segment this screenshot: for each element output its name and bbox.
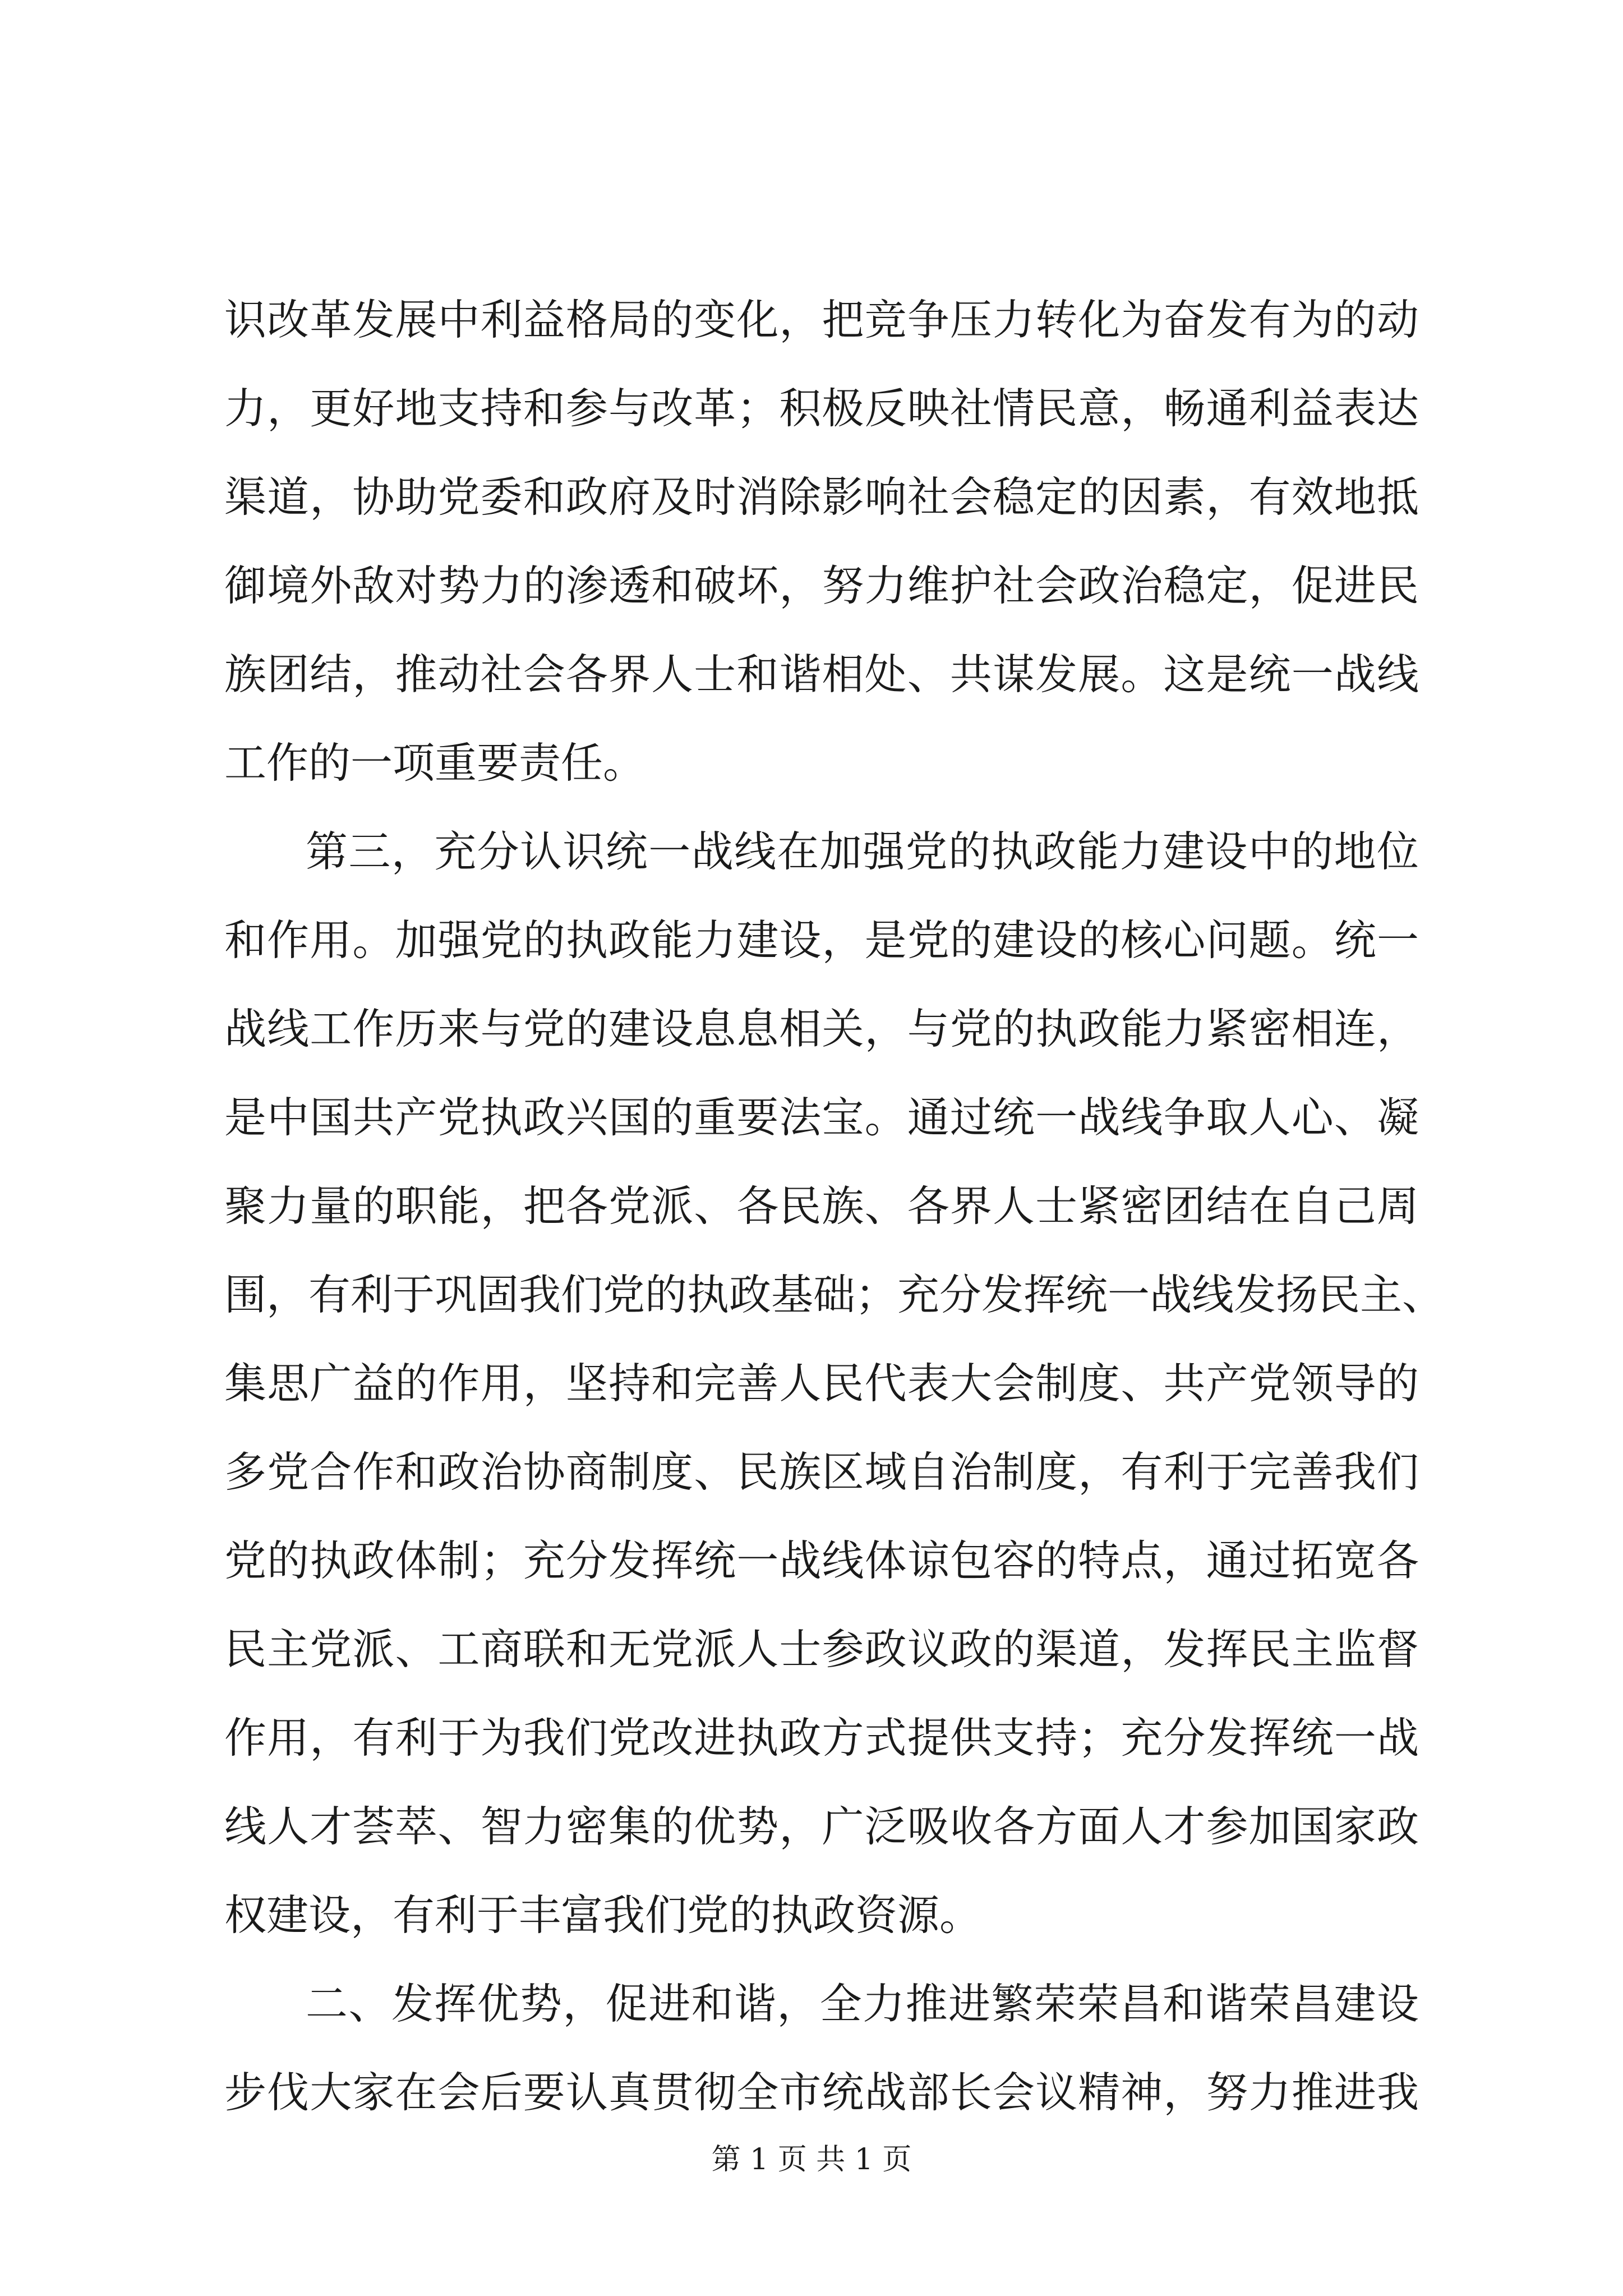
text-line-13: 集思广益的作用，坚持和完善人民代表大会制度、共产党领导的 [224, 1359, 1419, 1408]
text-line-8: 和作用。加强党的执政能力建设，是党的建设的核心问题。统一 [224, 915, 1419, 965]
section-heading-two: 二、发挥优势，促进和谐，全力推进繁荣荣昌和谐荣昌建设 [306, 1979, 1419, 2028]
text-line-9: 战线工作历来与党的建设息息相关，与党的执政能力紧密相连， [224, 1004, 1419, 1053]
page-number-footer: 第 1 页 共 1 页 [711, 2143, 912, 2177]
text-line-18: 线人才荟萃、智力密集的优势，广泛吸收各方面人才参加国家政 [224, 1802, 1419, 1851]
text-line-1: 识改革发展中利益格局的变化，把竞争压力转化为奋发有为的动 [224, 295, 1419, 344]
text-line-15: 党的执政体制；充分发挥统一战线体谅包容的特点，通过拓宽各 [224, 1536, 1419, 1585]
text-line-4: 御境外敌对势力的渗透和破坏，努力维护社会政治稳定，促进民 [224, 561, 1419, 610]
text-line-12: 围，有利于巩固我们党的执政基础；充分发挥统一战线发扬民主、 [224, 1270, 1445, 1319]
text-line-17: 作用，有利于为我们党改进执政方式提供支持；充分发挥统一战 [224, 1713, 1419, 1763]
text-line-19: 权建设，有利于丰富我们党的执政资源。 [224, 1890, 982, 1940]
text-line-16: 民主党派、工商联和无党派人士参政议政的渠道，发挥民主监督 [224, 1625, 1419, 1674]
text-line-14: 多党合作和政治协商制度、民族区域自治制度，有利于完善我们 [224, 1447, 1419, 1497]
text-line-2: 力，更好地支持和参与改革；积极反映社情民意，畅通利益表达 [224, 384, 1419, 433]
text-line-11: 聚力量的职能，把各党派、各民族、各界人士紧密团结在自己周 [224, 1181, 1419, 1231]
text-line-21: 步伐大家在会后要认真贯彻全市统战部长会议精神，努力推进我 [224, 2068, 1419, 2117]
text-line-5: 族团结，推动社会各界人士和谐相处、共谋发展。这是统一战线 [224, 650, 1419, 699]
text-line-6: 工作的一项重要责任。 [224, 738, 645, 788]
paragraph-start-third: 第三，充分认识统一战线在加强党的执政能力建设中的地位 [306, 827, 1419, 876]
text-line-3: 渠道，协助党委和政府及时消除影响社会稳定的因素，有效地抵 [224, 472, 1419, 522]
text-line-10: 是中国共产党执政兴国的重要法宝。通过统一战线争取人心、凝 [224, 1093, 1419, 1142]
